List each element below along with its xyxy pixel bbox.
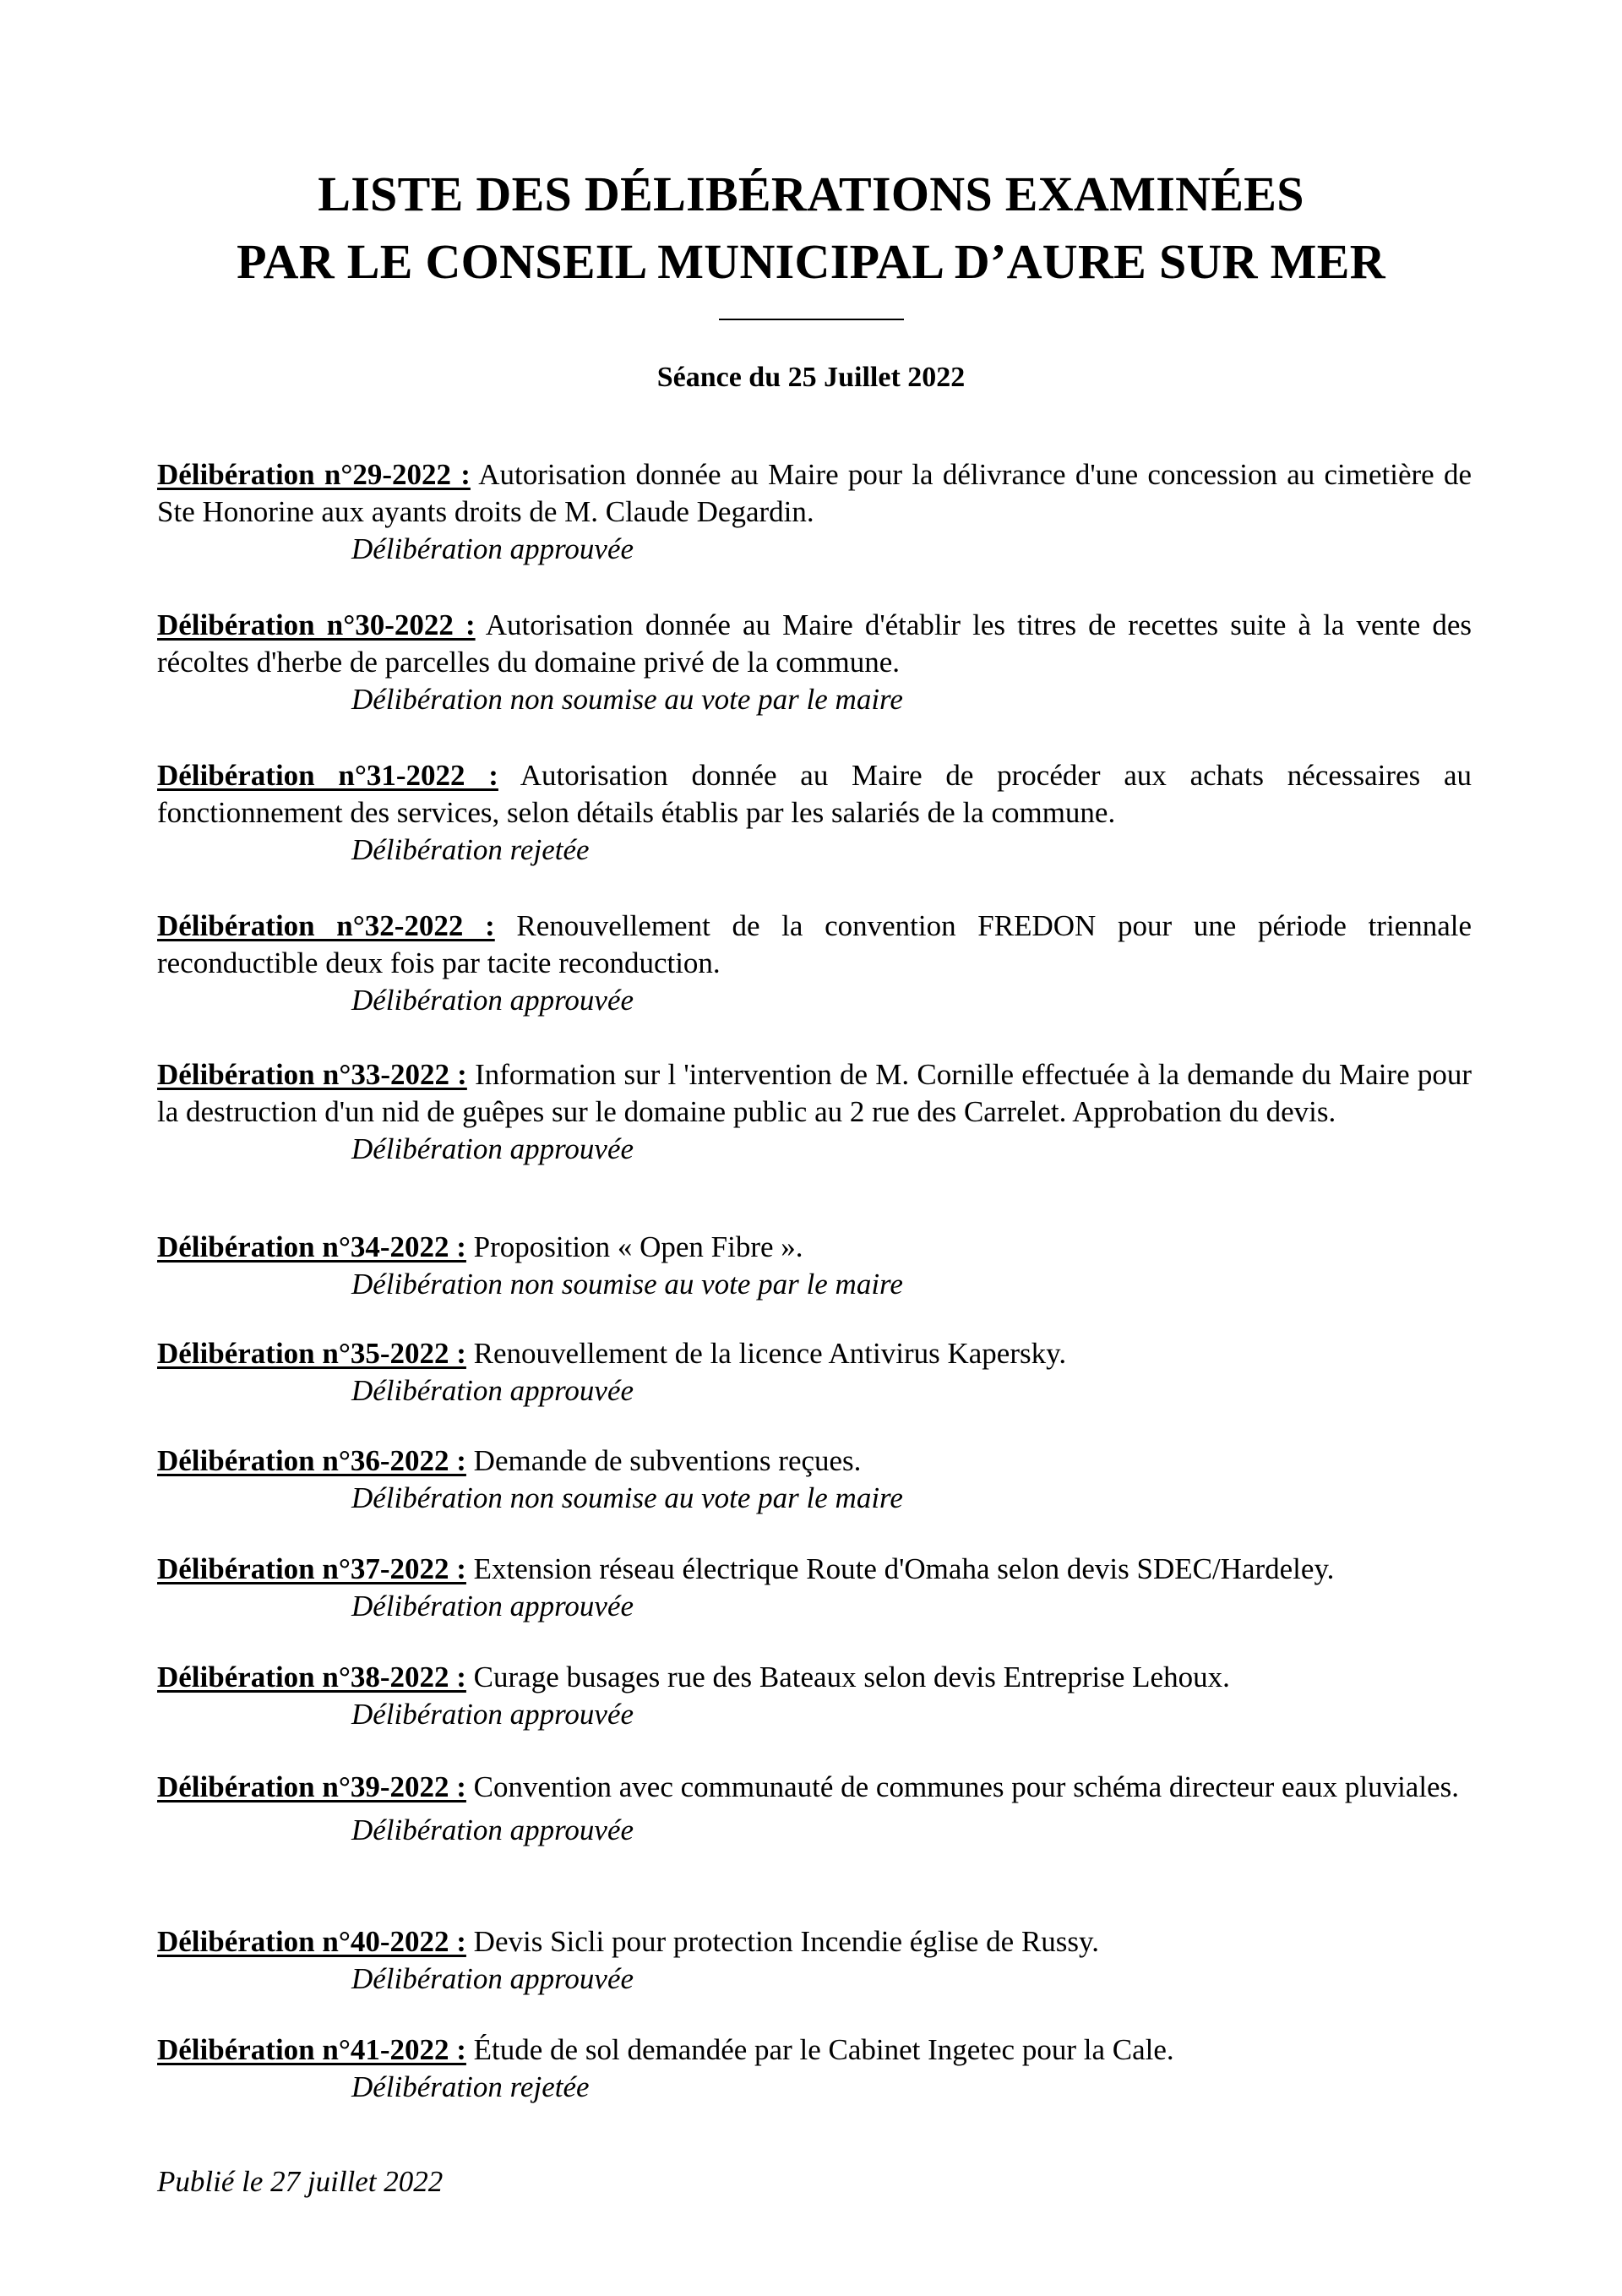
deliberation-text: Renouvellement de la licence Antivirus Kapersky. (473, 1337, 1067, 1370)
deliberation-text: Renouvellement de la convention FREDON pour une période triennale reconductible deux fois par tacite reconduction. (157, 909, 1472, 979)
deliberation-result: Délibération approuvée (351, 1132, 634, 1165)
deliberation-text: Étude de sol demandée par le Cabinet Ingetec pour la Cale. (473, 2033, 1174, 2066)
deliberation-label: Délibération n°35-2022 : (157, 1337, 466, 1370)
deliberation-label: Délibération n°34-2022 : (157, 1230, 466, 1263)
title-line-2: PAR LE CONSEIL MUNICIPAL D’AURE SUR MER (237, 234, 1385, 289)
deliberation-text: Autorisation donnée au Maire de procéder aux achats nécessaires au fonctionnement des services, selon détails établis par les salariés de la commune. (157, 759, 1472, 829)
deliberation-text: Information sur l 'intervention de M. Cornille effectuée à la demande du Maire pour la destruction d'un nid de guêpes sur le domaine public au 2 rue des Carrelet. Approbation du devis. (157, 1058, 1472, 1128)
deliberation-label: Délibération n°29-2022 : (157, 458, 471, 491)
deliberation-item (157, 607, 1472, 718)
deliberation-item (157, 908, 1472, 1019)
deliberation-result: Délibération non soumise au vote par le maire (351, 683, 903, 716)
deliberation-text: Convention avec communauté de communes pour schéma directeur eaux pluviales. (473, 1770, 1459, 1803)
deliberation-text: Autorisation donnée au Maire pour la délivrance d'une concession au cimetière de Ste Honorine aux ayants droits de M. Claude Degardin. (157, 458, 1472, 528)
deliberation-result: Délibération approuvée (351, 1698, 634, 1731)
deliberation-label: Délibération n°30-2022 : (157, 608, 476, 641)
deliberation-result: Délibération approuvée (351, 984, 634, 1017)
deliberation-label: Délibération n°32-2022 : (157, 909, 495, 942)
deliberation-result: Délibération approuvée (351, 1374, 634, 1407)
deliberation-label: Délibération n°33-2022 : (157, 1058, 467, 1091)
deliberation-item (157, 1659, 1472, 1733)
deliberation-result: Délibération non soumise au vote par le maire (351, 1481, 903, 1514)
deliberation-label: Délibération n°38-2022 : (157, 1661, 466, 1693)
deliberation-result: Délibération rejetée (351, 833, 590, 866)
deliberation-item (157, 1229, 1472, 1303)
deliberation-text: Extension réseau électrique Route d'Omaha selon devis SDEC/Hardeley. (473, 1552, 1335, 1585)
deliberation-text: Proposition « Open Fibre ». (473, 1230, 803, 1263)
deliberation-item (157, 1056, 1472, 1168)
deliberation-label: Délibération n°41-2022 : (157, 2033, 466, 2066)
deliberation-label: Délibération n°31-2022 : (157, 759, 498, 792)
deliberation-item (157, 1442, 1472, 1517)
deliberation-result: Délibération rejetée (351, 2070, 590, 2103)
deliberation-label: Délibération n°40-2022 : (157, 1925, 466, 1958)
title-divider (719, 319, 904, 320)
deliberation-result: Délibération approuvée (351, 1590, 634, 1622)
deliberation-item (157, 1335, 1472, 1410)
deliberation-text: Devis Sicli pour protection Incendie église de Russy. (473, 1925, 1100, 1958)
title-line-1: LISTE DES DÉLIBÉRATIONS EXAMINÉES (318, 166, 1304, 221)
deliberation-item (157, 1551, 1472, 1625)
deliberation-label: Délibération n°37-2022 : (157, 1552, 466, 1585)
deliberation-item (157, 1923, 1472, 1998)
deliberation-result: Délibération approuvée (351, 1813, 634, 1846)
deliberation-text: Demande de subventions reçues. (473, 1444, 862, 1477)
publication-date: Publié le 27 juillet 2022 (157, 2165, 444, 2198)
deliberation-result: Délibération non soumise au vote par le maire (351, 1268, 903, 1301)
deliberation-result: Délibération approuvée (351, 1962, 634, 1995)
deliberation-item (157, 1766, 1472, 1849)
deliberation-text: Autorisation donnée au Maire d'établir les titres de recettes suite à la vente des récoltes d'herbe de parcelles du domaine privé de la commune. (157, 608, 1472, 679)
page-title (0, 161, 1622, 296)
deliberation-item (157, 456, 1472, 568)
session-date: Séance du 25 Juillet 2022 (656, 362, 966, 393)
deliberation-label: Délibération n°36-2022 : (157, 1444, 466, 1477)
deliberation-item (157, 757, 1472, 869)
deliberation-text: Curage busages rue des Bateaux selon devis Entreprise Lehoux. (473, 1661, 1230, 1693)
deliberation-item (157, 2031, 1472, 2106)
deliberation-label: Délibération n°39-2022 : (157, 1770, 466, 1803)
deliberation-result: Délibération approuvée (351, 532, 634, 565)
